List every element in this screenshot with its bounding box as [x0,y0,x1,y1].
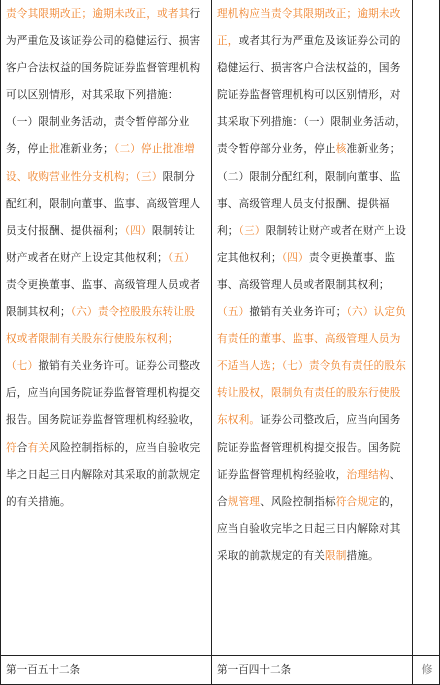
third-column-glyph: 修 [421,663,433,676]
text-segment: （二） [217,170,250,183]
highlighted-text-segment: 符 [6,441,17,454]
highlighted-text-segment: 限制 [324,549,347,562]
text-segment: （一） [303,116,331,129]
text-segment: 、合 [217,468,401,508]
text-segment: 责令更换董事、监事、高级管理人员或者限制其权利； [217,251,396,291]
highlighted-text-segment: （五） [167,251,195,264]
text-segment: 撤销有关业务许可。证券公司整改后，应当向国务院证券监督管理机构提交报告。国务院证券监督管理机构经验收， [6,360,201,427]
left-cell-text [6,1,205,516]
highlighted-text-segment: 责令其限期改正；逾期未改正，或者其 [6,8,190,20]
text-segment: （一） [6,116,39,129]
text-segment: 限制分配红利，限制向董事、监事、高级管理人员支付报酬、提供福利； [6,170,201,237]
highlighted-text-segment: （六）责令控股股东转让股权或者限制有关股东行使股东权利； [6,306,195,346]
text-segment: 限制转让财产或者在财产上设定其他权利； [6,224,196,264]
highlighted-text-segment: 核 [335,143,347,156]
highlighted-text-segment: （四） [281,251,309,264]
highlighted-text-segment: （三） [238,224,266,237]
column-divider-left [0,0,1,685]
text-segment: 或者其行为严重危及该证券公司的稳健运行、损害客户合法权益的，国务院证券监督管理机构可以区别情形，对其采取下列措施： [217,35,401,129]
text-segment: 限制转让财产或者在财产上设定其他权利； [217,224,407,264]
left-article-number: 第一百五十二条 [6,664,81,676]
text-segment: 撤销有关业务许可； [249,306,347,319]
text-segment: 的，应当自验收完毕之日起三日内解除对其采取的前款规定的有关 [217,495,401,562]
highlighted-text-segment: （二）停止批准增设、收购营业性分支机构； [6,143,196,183]
highlighted-text-segment: （七） [6,360,39,373]
highlighted-text-segment: 规管理 [227,495,261,508]
highlighted-text-segment: （四） [124,224,152,237]
column-divider-right [412,0,413,685]
text-segment: 风险控制指标的，应当自验收完毕之日起三日内解除对其采取的前款规定的有关措施。 [6,441,201,508]
text-segment: 限制业务活动，责令暂停部分业务，停止 [6,116,190,156]
text-segment: 限制业务活动，责令暂停部分业务，停止 [217,116,407,156]
text-segment: 、风险控制指标 [260,495,336,508]
highlighted-text-segment: 理机构应当责令其限期改正；逾期未改正， [217,8,401,48]
text-segment: 限制分配红利，限制向董事、监事、高级管理人员支付报酬、提供福利； [217,170,401,237]
text-segment: 措施。 [346,549,379,562]
highlighted-text-segment: （三） [135,170,163,183]
highlighted-text-segment: （七）责令负有责任的股东转让股权，限制负有责任的股东行使股东权利。 [217,360,406,427]
text-segment: 准新业务； [346,143,401,156]
highlighted-text-segment: 符合规定 [335,495,379,508]
column-divider-middle [211,0,212,685]
highlighted-text-segment: 有关 [27,441,50,454]
text-segment: 证券公司整改后，应当向国务院证券监督管理机构提交报告。国务院证券监督管理机构经验收， [217,414,401,481]
text-segment: 行为严重危及该证券公司的稳健运行、损害客户合法权益的国务院证券监督管理机构可以区别情形，对其采取下列措施： [6,8,201,102]
right-article-number: 第一百四十二条 [217,664,292,676]
row-divider-top [0,655,440,656]
text-segment: 责令更换董事、监事、高级管理人员或者限制其权利； [6,278,201,319]
highlighted-text-segment: 批 [49,143,60,156]
text-segment: 合 [16,441,28,454]
highlighted-text-segment: 治理结构 [346,468,390,481]
text-segment: 准新业务； [59,143,114,156]
highlighted-text-segment: （五） [217,306,250,319]
right-cell-text [217,1,407,570]
highlighted-text-segment: （六）认定负有责任的董事、监事、高级管理人员为不适当人选； [217,306,407,373]
